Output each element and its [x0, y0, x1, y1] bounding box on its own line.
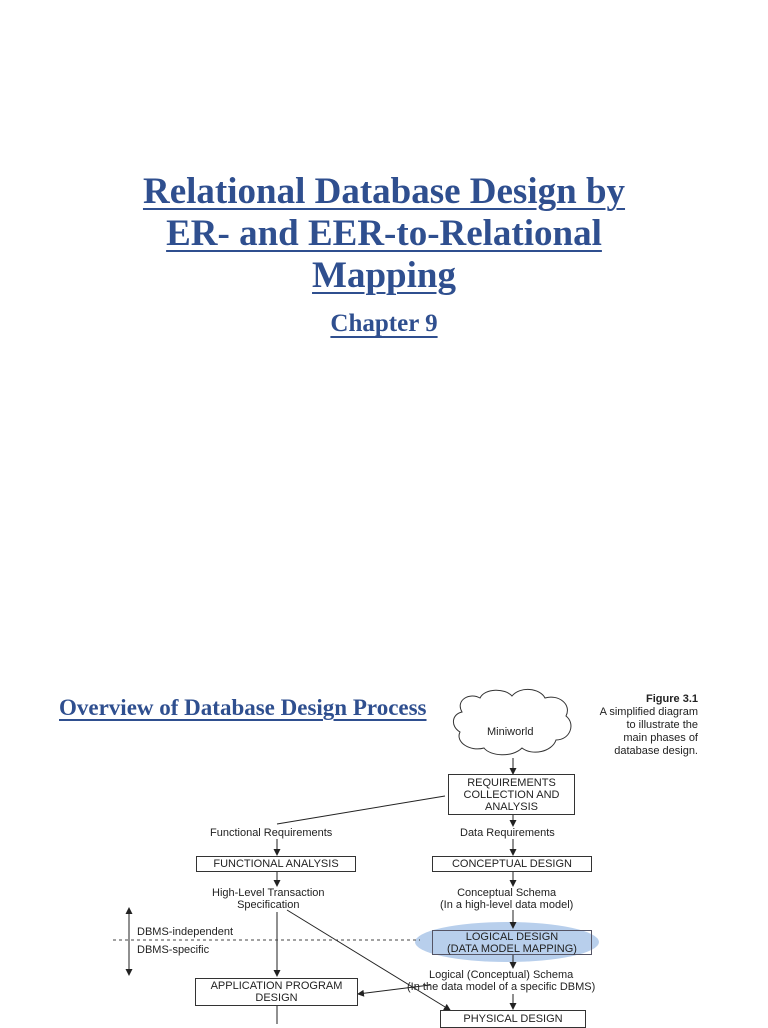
- application-program-design-box: [195, 978, 358, 1006]
- caption-line-2: to illustrate the: [626, 719, 698, 731]
- app-design-line-2: DESIGN: [255, 992, 298, 1004]
- data-requirements-label: Data Requirements: [460, 827, 555, 839]
- logical-design-box: [432, 930, 592, 955]
- physical-design-box: PHYSICAL DESIGN: [440, 1010, 586, 1028]
- miniworld-label: Miniworld: [487, 726, 534, 738]
- title-line-1: Relational Database Design by: [142, 171, 626, 212]
- high-level-spec-line-1: High-Level Transaction: [212, 887, 325, 899]
- title-line-3: Mapping: [312, 255, 456, 296]
- figure-number: Figure 3.1: [646, 693, 698, 705]
- logical-design-line-1: LOGICAL DESIGN: [465, 930, 559, 943]
- app-design-line-1: APPLICATION PROGRAM: [210, 980, 343, 992]
- conceptual-schema-line-2: (In a high-level data model): [440, 899, 574, 911]
- functional-requirements-label: Functional Requirements: [210, 827, 333, 839]
- requirements-line-3: ANALYSIS: [485, 800, 538, 813]
- logical-schema-label: [407, 969, 595, 993]
- conceptual-schema-label: [440, 887, 573, 911]
- requirements-line-2: COLLECTION AND: [463, 788, 560, 801]
- caption-line-3: main phases of: [623, 732, 698, 744]
- chapter-subtitle: Chapter 9: [330, 310, 438, 337]
- dbms-specific-label: DBMS-specific: [137, 944, 210, 956]
- logical-design-line-2: (DATA MODEL MAPPING): [447, 942, 577, 955]
- overview-heading: Overview of Database Design Process: [59, 695, 427, 720]
- requirements-box: [448, 774, 575, 815]
- conceptual-schema-line-1: Conceptual Schema: [457, 887, 557, 899]
- miniworld-cloud: [453, 689, 571, 754]
- requirements-line-1: REQUIREMENTS: [467, 776, 556, 789]
- high-level-spec-line-2: Specification: [237, 899, 300, 911]
- logical-schema-line-1: Logical (Conceptual) Schema: [429, 969, 574, 981]
- conceptual-design-box: CONCEPTUAL DESIGN: [432, 856, 592, 872]
- dbms-independent-label: DBMS-independent: [137, 926, 234, 938]
- caption-line-1: A simplified diagram: [599, 706, 698, 718]
- functional-analysis-box: FUNCTIONAL ANALYSIS: [196, 856, 356, 872]
- title-line-2: ER- and EER-to-Relational: [166, 213, 602, 254]
- logical-schema-line-2: (In the data model of a specific DBMS): [407, 981, 596, 993]
- caption-line-4: database design.: [614, 745, 698, 757]
- high-level-spec-label: [212, 887, 325, 911]
